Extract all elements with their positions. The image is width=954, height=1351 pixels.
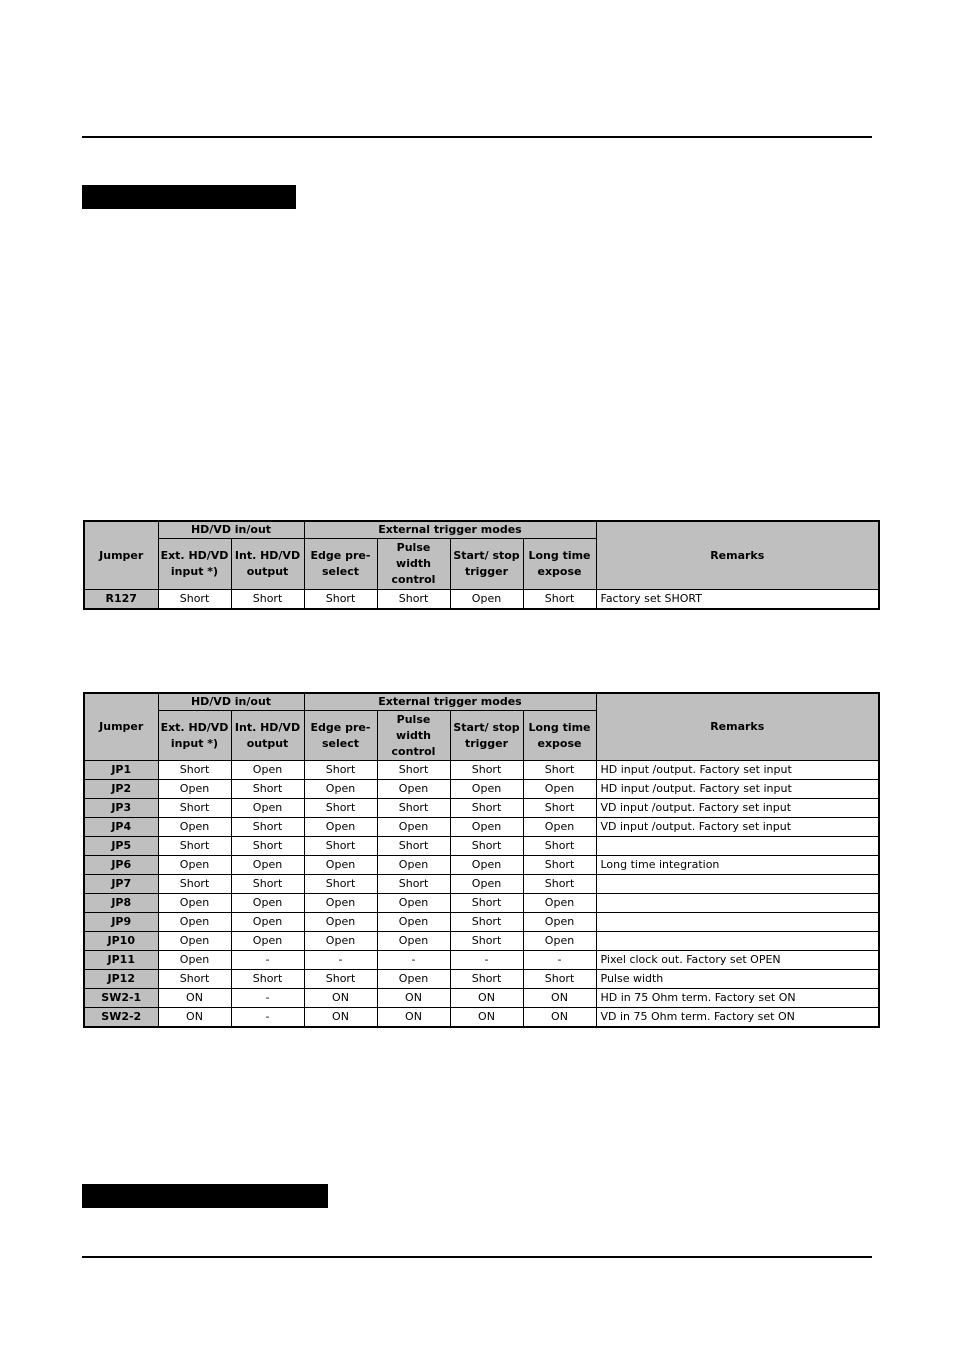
long-time-cell: Open bbox=[523, 894, 596, 913]
int-hdvd-cell: Short bbox=[231, 590, 304, 610]
int-hdvd-cell: - bbox=[231, 951, 304, 970]
int-hdvd-cell: - bbox=[231, 1008, 304, 1028]
jumper-cell: SW2-2 bbox=[84, 1008, 158, 1028]
ext-hdvd-cell: Short bbox=[158, 875, 231, 894]
long-time-cell: Open bbox=[523, 818, 596, 837]
long-time-cell: Short bbox=[523, 837, 596, 856]
remarks-cell: Pulse width bbox=[596, 970, 879, 989]
table-row bbox=[84, 894, 879, 913]
table-row bbox=[84, 875, 879, 894]
header-pulse-width: Pulse width control bbox=[377, 711, 450, 761]
long-time-cell: Short bbox=[523, 856, 596, 875]
ext-hdvd-cell: Open bbox=[158, 856, 231, 875]
header-int-hdvd: Int. HD/VD output bbox=[231, 539, 304, 590]
table-row bbox=[84, 970, 879, 989]
pulse-width-cell: Short bbox=[377, 875, 450, 894]
jumper-cell: JP4 bbox=[84, 818, 158, 837]
header-jumper: Jumper bbox=[84, 521, 158, 590]
pulse-width-cell: ON bbox=[377, 989, 450, 1008]
header-ext-hdvd: Ext. HD/VD input *) bbox=[158, 711, 231, 761]
table-row bbox=[84, 818, 879, 837]
header-rule bbox=[82, 136, 872, 138]
start-stop-cell: Open bbox=[450, 856, 523, 875]
header-edge-preselect: Edge pre-select bbox=[304, 711, 377, 761]
int-hdvd-cell: Short bbox=[231, 780, 304, 799]
jumper-cell: R127 bbox=[84, 590, 158, 610]
edge-preselect-cell: Open bbox=[304, 818, 377, 837]
ext-hdvd-cell: ON bbox=[158, 989, 231, 1008]
jumper-cell: JP7 bbox=[84, 875, 158, 894]
start-stop-cell: ON bbox=[450, 989, 523, 1008]
ext-hdvd-cell: Open bbox=[158, 932, 231, 951]
long-time-cell: Short bbox=[523, 799, 596, 818]
ext-hdvd-cell: Open bbox=[158, 780, 231, 799]
remarks-cell bbox=[596, 932, 879, 951]
table-row bbox=[84, 932, 879, 951]
pulse-width-cell: Open bbox=[377, 894, 450, 913]
header-start-stop: Start/ stop trigger bbox=[450, 539, 523, 590]
remarks-cell: HD in 75 Ohm term. Factory set ON bbox=[596, 989, 879, 1008]
section-heading-bar-bottom bbox=[82, 1184, 328, 1208]
jumper-table-r127 bbox=[83, 520, 880, 610]
jumper-cell: JP2 bbox=[84, 780, 158, 799]
edge-preselect-cell: Short bbox=[304, 970, 377, 989]
int-hdvd-cell: Open bbox=[231, 856, 304, 875]
edge-preselect-cell: ON bbox=[304, 989, 377, 1008]
edge-preselect-cell: Short bbox=[304, 837, 377, 856]
header-remarks: Remarks bbox=[596, 521, 879, 590]
remarks-cell: VD input /output. Factory set input bbox=[596, 799, 879, 818]
table-row bbox=[84, 761, 879, 780]
edge-preselect-cell: Open bbox=[304, 932, 377, 951]
remarks-cell: VD input /output. Factory set input bbox=[596, 818, 879, 837]
table-row bbox=[84, 856, 879, 875]
edge-preselect-cell: ON bbox=[304, 1008, 377, 1028]
ext-hdvd-cell: Short bbox=[158, 590, 231, 610]
pulse-width-cell: Open bbox=[377, 818, 450, 837]
start-stop-cell: - bbox=[450, 951, 523, 970]
remarks-cell bbox=[596, 913, 879, 932]
header-long-time: Long time expose bbox=[523, 539, 596, 590]
remarks-cell bbox=[596, 875, 879, 894]
int-hdvd-cell: Open bbox=[231, 932, 304, 951]
ext-hdvd-cell: Short bbox=[158, 837, 231, 856]
header-long-time: Long time expose bbox=[523, 711, 596, 761]
table-row bbox=[84, 1008, 879, 1028]
long-time-cell: Short bbox=[523, 590, 596, 610]
table-row bbox=[84, 913, 879, 932]
remarks-cell: VD in 75 Ohm term. Factory set ON bbox=[596, 1008, 879, 1028]
remarks-cell: Long time integration bbox=[596, 856, 879, 875]
table-row bbox=[84, 799, 879, 818]
jumper-cell: JP1 bbox=[84, 761, 158, 780]
edge-preselect-cell: Open bbox=[304, 856, 377, 875]
header-jumper: Jumper bbox=[84, 693, 158, 761]
int-hdvd-cell: Open bbox=[231, 799, 304, 818]
remarks-cell: HD input /output. Factory set input bbox=[596, 761, 879, 780]
ext-hdvd-cell: Open bbox=[158, 818, 231, 837]
ext-hdvd-cell: Open bbox=[158, 913, 231, 932]
edge-preselect-cell: Open bbox=[304, 780, 377, 799]
remarks-cell: HD input /output. Factory set input bbox=[596, 780, 879, 799]
ext-hdvd-cell: ON bbox=[158, 1008, 231, 1028]
jumper-cell: JP12 bbox=[84, 970, 158, 989]
jumper-cell: JP6 bbox=[84, 856, 158, 875]
edge-preselect-cell: Open bbox=[304, 894, 377, 913]
section-heading-bar-top bbox=[82, 185, 296, 209]
long-time-cell: - bbox=[523, 951, 596, 970]
table-row bbox=[84, 837, 879, 856]
start-stop-cell: Short bbox=[450, 761, 523, 780]
header-ext-hdvd: Ext. HD/VD input *) bbox=[158, 539, 231, 590]
edge-preselect-cell: Short bbox=[304, 590, 377, 610]
header-pulse-width: Pulse width control bbox=[377, 539, 450, 590]
pulse-width-cell: Short bbox=[377, 799, 450, 818]
pulse-width-cell: Open bbox=[377, 913, 450, 932]
start-stop-cell: Short bbox=[450, 932, 523, 951]
ext-hdvd-cell: Short bbox=[158, 761, 231, 780]
jumper-cell: JP3 bbox=[84, 799, 158, 818]
jumper-cell: JP5 bbox=[84, 837, 158, 856]
edge-preselect-cell: Short bbox=[304, 875, 377, 894]
int-hdvd-cell: Short bbox=[231, 818, 304, 837]
int-hdvd-cell: Short bbox=[231, 875, 304, 894]
start-stop-cell: Short bbox=[450, 970, 523, 989]
jumper-table-main bbox=[83, 692, 880, 1028]
edge-preselect-cell: Open bbox=[304, 913, 377, 932]
jumper-cell: JP9 bbox=[84, 913, 158, 932]
int-hdvd-cell: - bbox=[231, 989, 304, 1008]
header-edge-preselect: Edge pre-select bbox=[304, 539, 377, 590]
jumper-cell: JP11 bbox=[84, 951, 158, 970]
table-row bbox=[84, 951, 879, 970]
long-time-cell: Short bbox=[523, 761, 596, 780]
ext-hdvd-cell: Open bbox=[158, 951, 231, 970]
pulse-width-cell: Open bbox=[377, 970, 450, 989]
header-group-trigger: External trigger modes bbox=[304, 521, 596, 539]
remarks-cell bbox=[596, 894, 879, 913]
ext-hdvd-cell: Short bbox=[158, 799, 231, 818]
pulse-width-cell: Open bbox=[377, 856, 450, 875]
ext-hdvd-cell: Open bbox=[158, 894, 231, 913]
start-stop-cell: Open bbox=[450, 590, 523, 610]
remarks-cell bbox=[596, 837, 879, 856]
remarks-cell: Factory set SHORT bbox=[596, 590, 879, 610]
edge-preselect-cell: Short bbox=[304, 799, 377, 818]
pulse-width-cell: Open bbox=[377, 932, 450, 951]
header-int-hdvd: Int. HD/VD output bbox=[231, 711, 304, 761]
header-group-hdvd: HD/VD in/out bbox=[158, 521, 304, 539]
start-stop-cell: Short bbox=[450, 837, 523, 856]
pulse-width-cell: - bbox=[377, 951, 450, 970]
pulse-width-cell: Short bbox=[377, 590, 450, 610]
remarks-cell: Pixel clock out. Factory set OPEN bbox=[596, 951, 879, 970]
long-time-cell: Open bbox=[523, 913, 596, 932]
jumper-cell: JP8 bbox=[84, 894, 158, 913]
pulse-width-cell: Short bbox=[377, 761, 450, 780]
start-stop-cell: Short bbox=[450, 894, 523, 913]
long-time-cell: Short bbox=[523, 970, 596, 989]
pulse-width-cell: Short bbox=[377, 837, 450, 856]
edge-preselect-cell: Short bbox=[304, 761, 377, 780]
jumper-cell: SW2-1 bbox=[84, 989, 158, 1008]
start-stop-cell: Short bbox=[450, 799, 523, 818]
header-group-hdvd: HD/VD in/out bbox=[158, 693, 304, 711]
start-stop-cell: ON bbox=[450, 1008, 523, 1028]
table-row bbox=[84, 590, 879, 610]
start-stop-cell: Short bbox=[450, 913, 523, 932]
long-time-cell: Open bbox=[523, 932, 596, 951]
table-row bbox=[84, 989, 879, 1008]
pulse-width-cell: Open bbox=[377, 780, 450, 799]
long-time-cell: Open bbox=[523, 780, 596, 799]
edge-preselect-cell: - bbox=[304, 951, 377, 970]
ext-hdvd-cell: Short bbox=[158, 970, 231, 989]
long-time-cell: ON bbox=[523, 1008, 596, 1028]
int-hdvd-cell: Open bbox=[231, 761, 304, 780]
start-stop-cell: Open bbox=[450, 875, 523, 894]
int-hdvd-cell: Open bbox=[231, 894, 304, 913]
header-remarks: Remarks bbox=[596, 693, 879, 761]
header-start-stop: Start/ stop trigger bbox=[450, 711, 523, 761]
long-time-cell: Short bbox=[523, 875, 596, 894]
start-stop-cell: Open bbox=[450, 818, 523, 837]
jumper-cell: JP10 bbox=[84, 932, 158, 951]
long-time-cell: ON bbox=[523, 989, 596, 1008]
int-hdvd-cell: Short bbox=[231, 837, 304, 856]
start-stop-cell: Open bbox=[450, 780, 523, 799]
int-hdvd-cell: Open bbox=[231, 913, 304, 932]
footer-rule bbox=[82, 1256, 872, 1258]
header-group-trigger: External trigger modes bbox=[304, 693, 596, 711]
int-hdvd-cell: Short bbox=[231, 970, 304, 989]
pulse-width-cell: ON bbox=[377, 1008, 450, 1028]
table-row bbox=[84, 780, 879, 799]
